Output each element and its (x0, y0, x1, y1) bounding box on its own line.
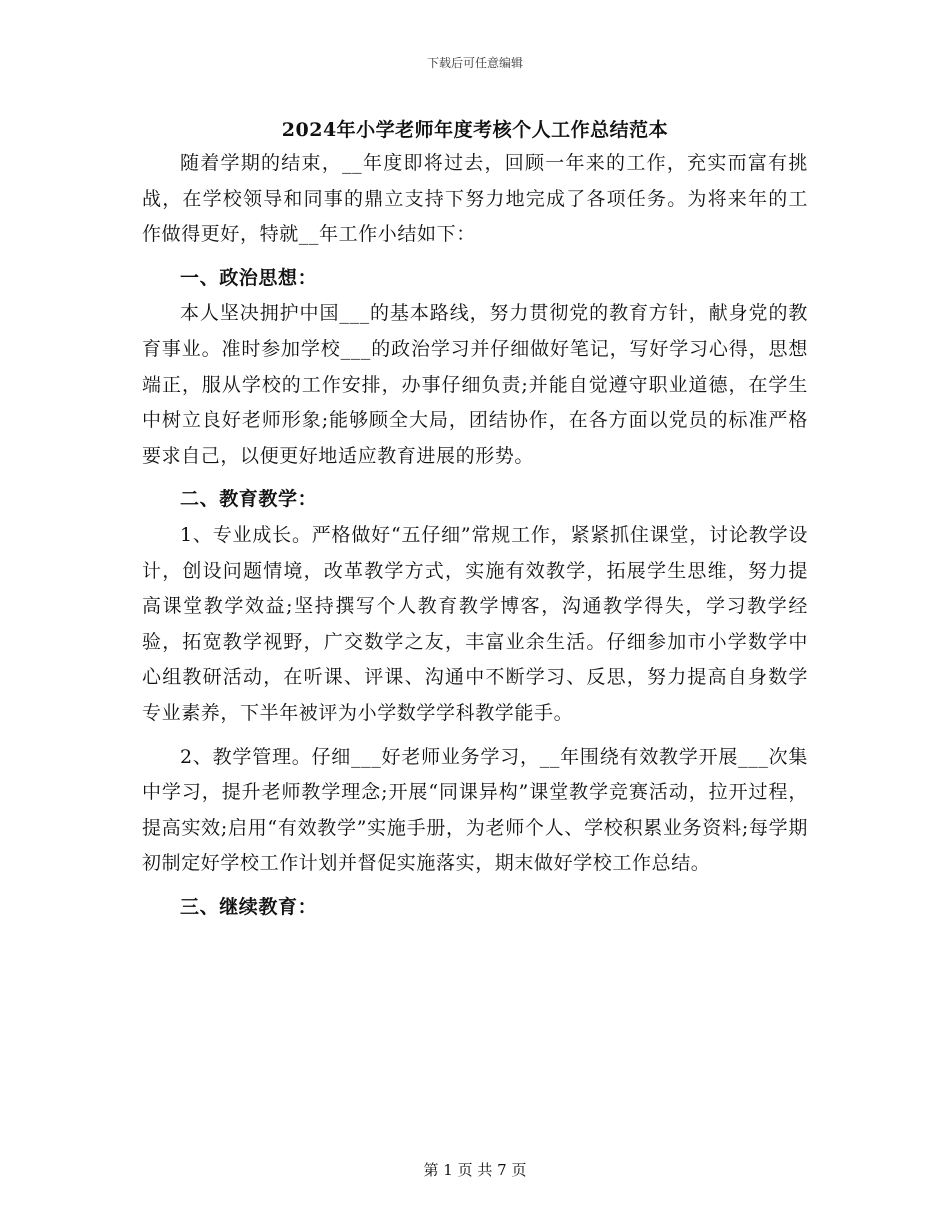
document-body (142, 146, 808, 925)
section-heading-teaching: 二、教育教学： (180, 488, 318, 511)
section-item-teaching-management: 2、教学管理。仔细___好老师业务学习，__年围绕有效教学开展___次集中学习，提升老师教学理念;开展“同课异构”课堂教学竞赛活动，拉开过程，提高实效;启用“有效教学”实施手册，为老师个人、学校积累业务资料;每学期初制定好学校工作计划并督促实施落实，期末做好学校工作总结。 (142, 745, 808, 875)
section-heading-politics: 一、政治思想： (180, 266, 318, 289)
header-note: 下载后可任意编辑 (426, 56, 523, 70)
section-body-politics: 本人坚决拥护中国___的基本路线，努力贯彻党的教育方针，献身党的教育事业。准时参加学校___的政治学习并仔细做好笔记，写好学习心得，思想端正，服从学校的工作安排，办事仔细负责;并能自觉遵守职业道德，在学生中树立良好老师形象;能够顾全大局，团结协作，在各方面以党员的标准严格要求自己，以便更好地适应教育进展的形势。 (142, 302, 808, 467)
section-item-professional-growth: 1、专业成长。严格做好“五仔细”常规工作，紧紧抓住课堂，讨论教学设计，创设问题情境，改革教学方式，实施有效教学，拓展学生思维，努力提高课堂教学效益;坚持撰写个人教育教学博客，沟通教学得失，学习教学经验，拓宽教学视野，广交数学之友，丰富业余生活。仔细参加市小学数学中心组教研活动，在听课、评课、沟通中不断学习、反思，努力提高自身数学专业素养，下半年被评为小学数学学科教学能手。 (142, 523, 808, 724)
intro-paragraph: 随着学期的结束，__年度即将过去，回顾一年来的工作，充实而富有挑战，在学校领导和同事的鼎立支持下努力地完成了各项任务。为将来年的工作做得更好，特就__年工作小结如下： (142, 152, 808, 246)
document-title: 2024年小学老师年度考核个人工作总结范本 (281, 119, 669, 141)
section-heading-continuing-education: 三、继续教育： (180, 895, 318, 918)
page-footer: 第 1 页 共 7 页 (423, 1161, 527, 1179)
